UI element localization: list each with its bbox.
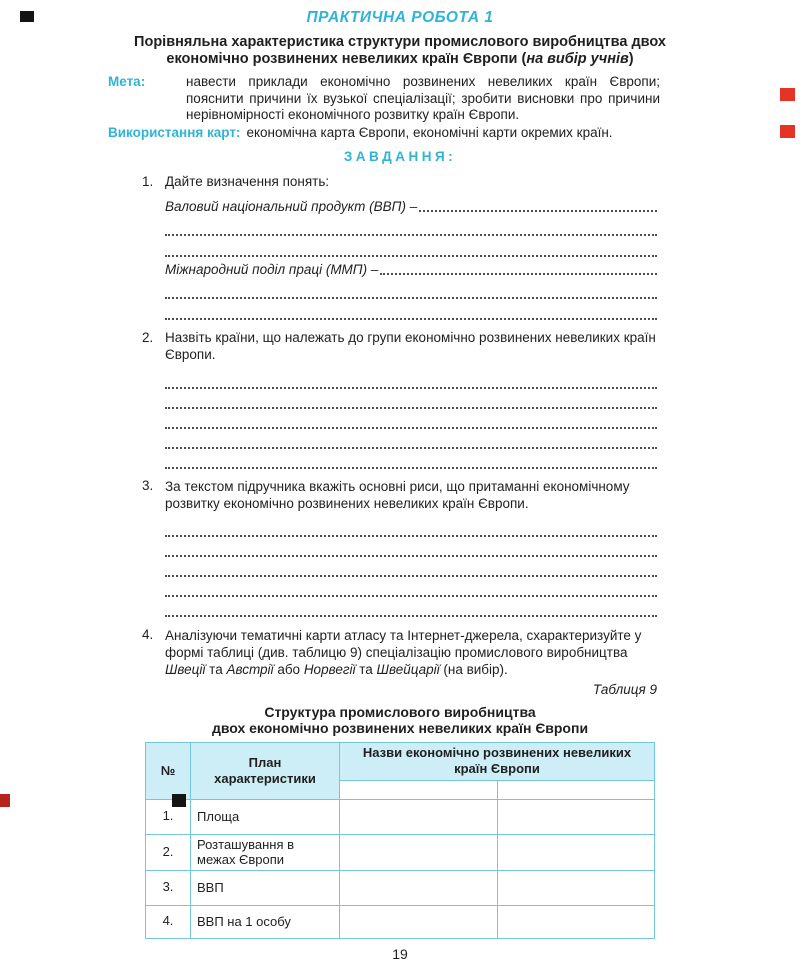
maps-label: Використання карт:	[108, 125, 241, 141]
work-subtitle	[0, 34, 800, 67]
table-row	[146, 834, 655, 870]
term-gnp-label: Валовий національний продукт (ВВП) –	[165, 198, 418, 214]
goal-label: Мета:	[108, 74, 146, 90]
answer-line	[165, 409, 657, 429]
answer-line	[165, 369, 657, 389]
term-gnp-row	[165, 194, 657, 215]
answer-line	[165, 577, 657, 597]
table-caption: Таблиця 9	[592, 682, 657, 698]
page-title: ПРАКТИЧНА РОБОТА 1	[306, 9, 494, 26]
answer-line	[165, 278, 657, 299]
registration-mark-right-1	[780, 88, 795, 101]
task-1-text: Дайте визначення понять:	[165, 174, 330, 190]
task-3-number: 3.	[142, 478, 154, 494]
answer-line	[165, 557, 657, 577]
maps-section	[108, 125, 660, 141]
table-row	[146, 799, 655, 834]
task-1-body	[165, 174, 657, 320]
answer-cell	[497, 799, 655, 834]
answer-cell	[340, 870, 498, 905]
answer-line	[165, 449, 657, 469]
subtitle-line-2: економічно розвинених невеликих країн Європи (на вибір учнів)	[166, 50, 634, 67]
answer-line	[165, 215, 657, 236]
table-title	[0, 704, 800, 736]
registration-mark-right-2	[780, 125, 795, 138]
column-header-number: №	[146, 743, 191, 800]
table-row	[146, 870, 655, 905]
answer-cell	[340, 834, 498, 870]
registration-mark-top-left	[20, 11, 34, 22]
answer-line	[419, 210, 657, 212]
answer-line	[380, 273, 657, 275]
row-number: 2.	[146, 834, 191, 870]
answer-line	[165, 429, 657, 449]
term-ild-row	[165, 257, 657, 278]
answer-cell	[497, 834, 655, 870]
goal-section	[108, 74, 660, 123]
maps-text: економічна карта Європи, економічні карти окремих країн.	[246, 125, 613, 141]
table-title-line-1: Структура промислового виробництва	[264, 704, 536, 721]
country-name-cell-2	[497, 780, 655, 799]
task-1-number: 1.	[142, 174, 154, 190]
country-name-cell-1	[340, 780, 498, 799]
answer-cell	[340, 905, 498, 938]
row-plan: ВВП	[191, 870, 340, 905]
comparison-table	[145, 742, 655, 939]
table-title-line-2: двох економічно розвинених невеликих країн Європи	[211, 720, 589, 737]
workbook-page	[0, 8, 800, 962]
answer-line	[165, 597, 657, 617]
row-number: 3.	[146, 870, 191, 905]
task-4-body	[165, 627, 657, 678]
task-2-body	[165, 330, 657, 469]
registration-mark-bottom	[172, 794, 186, 807]
task-3-body	[165, 478, 657, 617]
answer-line	[165, 537, 657, 557]
row-number: 4.	[146, 905, 191, 938]
task-4-number: 4.	[142, 627, 154, 643]
row-number: 1.	[146, 799, 191, 834]
task-2	[142, 330, 657, 469]
task-1	[142, 174, 657, 320]
answer-line	[165, 389, 657, 409]
row-plan: Розташування в межах Європи	[191, 834, 340, 870]
tasks-heading: ЗАВДАННЯ:	[343, 148, 457, 164]
page-number: 19	[392, 945, 408, 962]
registration-mark-bottom-left	[0, 794, 10, 807]
subtitle-line-1: Порівняльна характеристика структури промислового виробництва двох	[134, 34, 666, 51]
table-row	[146, 905, 655, 938]
task-3	[142, 478, 657, 617]
task-2-text: Назвіть країни, що належать до групи економічно розвинених невеликих країн Європи.	[165, 330, 656, 363]
answer-cell	[497, 870, 655, 905]
answer-cell	[497, 905, 655, 938]
answer-cell	[340, 799, 498, 834]
answer-line	[165, 517, 657, 537]
term-ild-label: Міжнародний поділ праці (ММП) –	[165, 261, 379, 277]
answer-line	[165, 299, 657, 320]
answer-line	[165, 236, 657, 257]
column-header-plan: План характеристики	[191, 743, 340, 800]
row-plan: ВВП на 1 особу	[191, 905, 340, 938]
task-2-number: 2.	[142, 330, 154, 346]
task-3-text: За текстом підручника вкажіть основні риси, що притаманні економічному розвитку економічно розвинених невеликих країн Європи.	[165, 479, 630, 512]
column-header-countries: Назви економічно розвинених невеликих країн Європи	[340, 743, 655, 781]
row-plan: Площа	[191, 799, 340, 834]
task-4-text: Аналізуючи тематичні карти атласу та Інтернет-джерела, схарактеризуйте у формі таблиці (див. таблицю 9) спеціалізацію промислового виробництва Швеції та Австрії або Норвегії та Швейцарії (на вибір).	[165, 628, 642, 678]
goal-text: навести приклади економічно розвинених невеликих країн Європи; пояснити причини їх вузької спеціалізації; зробити висновки про причини нерівномірності економічного розвитку країн Європи.	[186, 74, 660, 122]
task-4	[142, 627, 657, 678]
